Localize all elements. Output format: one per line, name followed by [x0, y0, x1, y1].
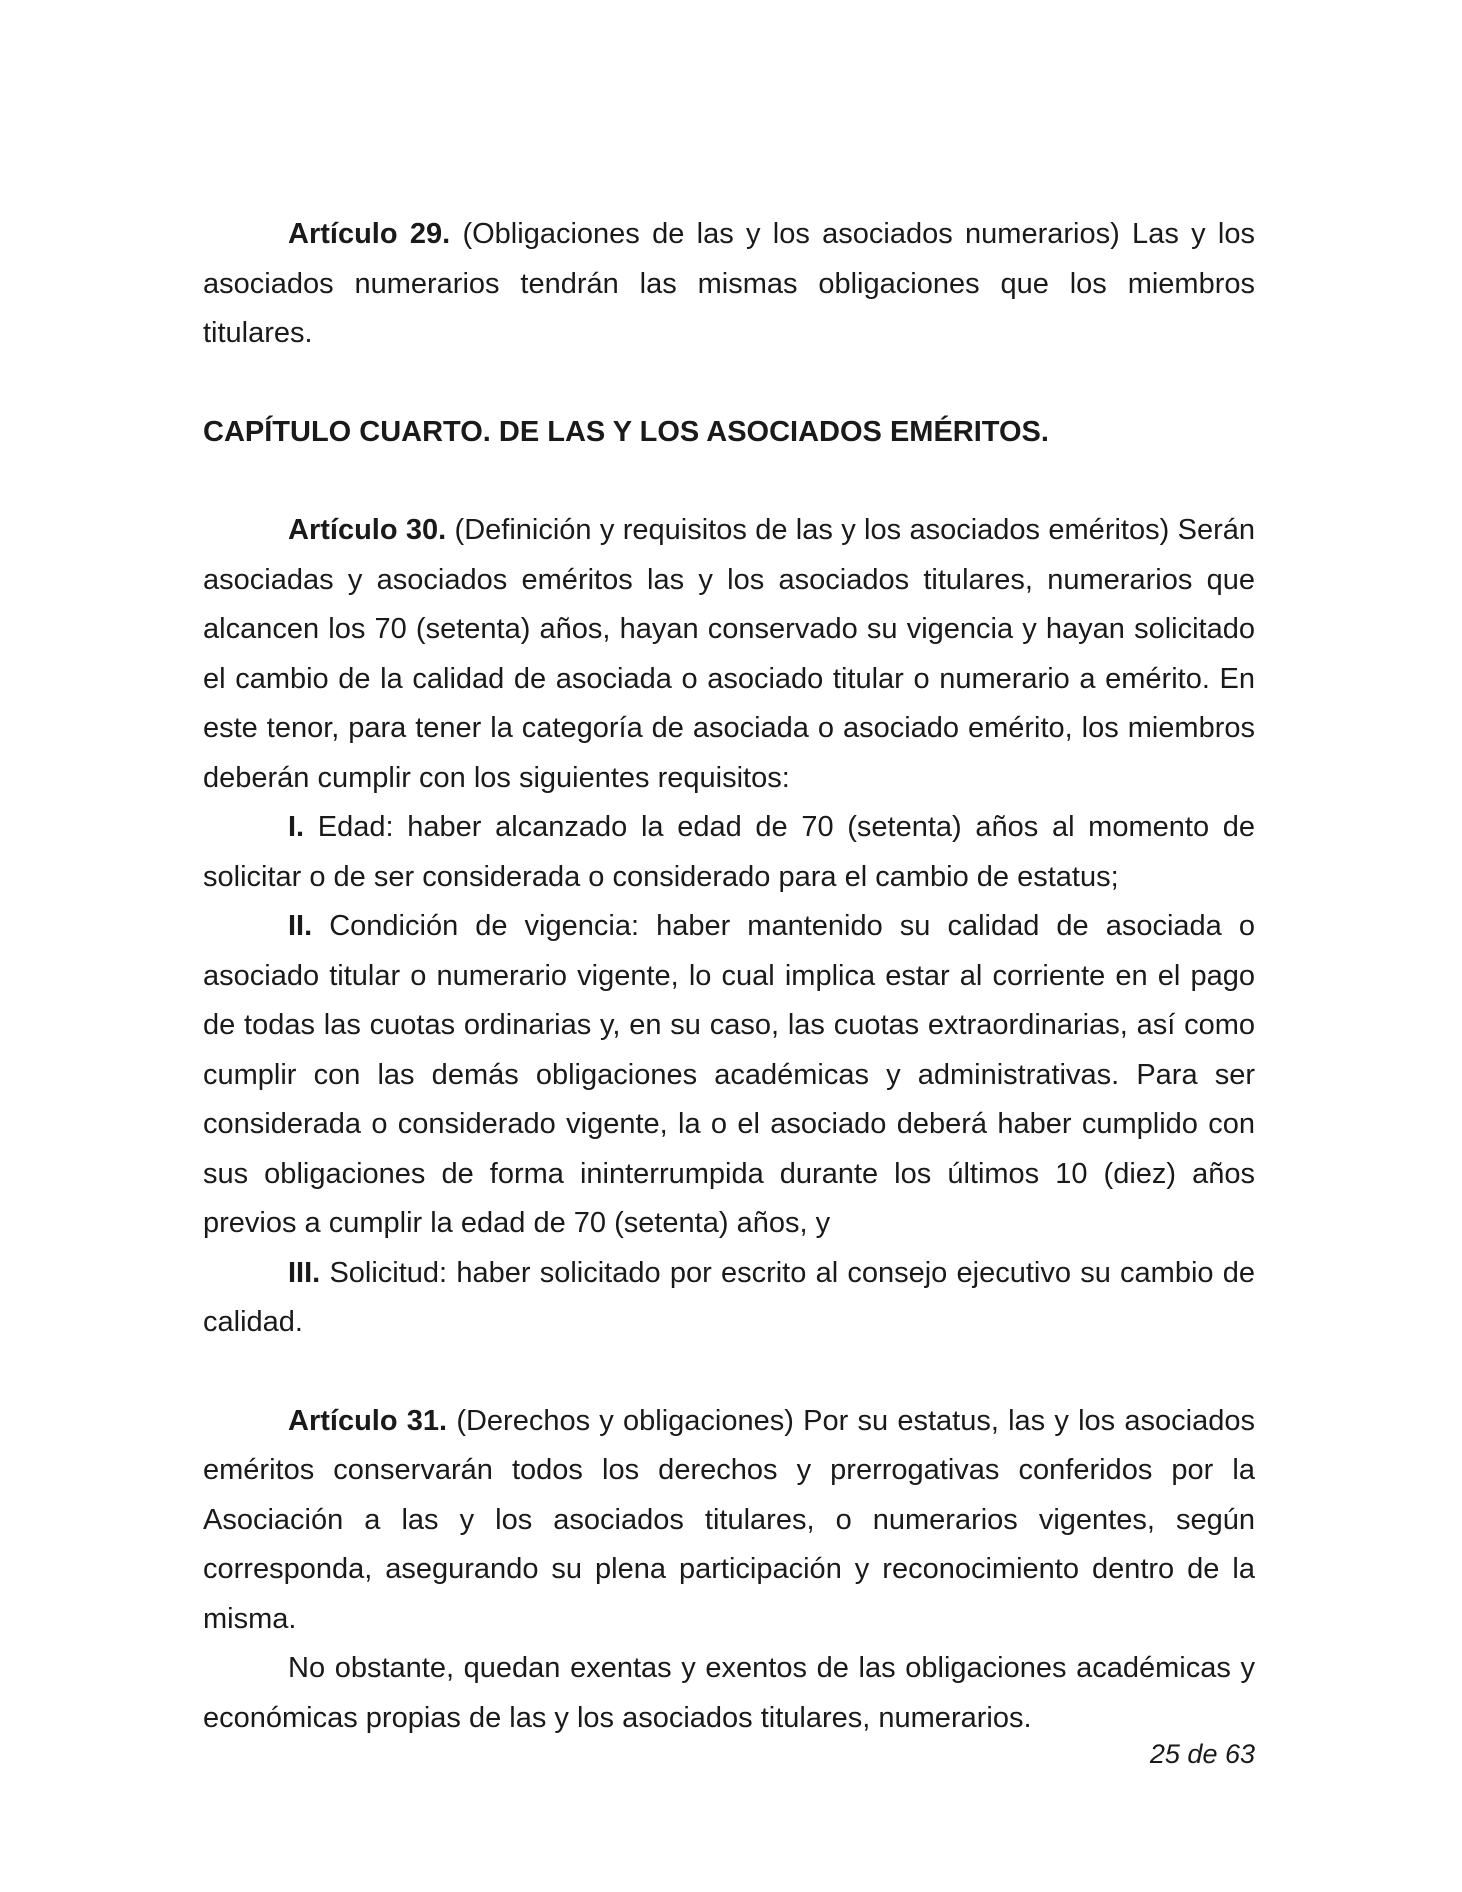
item-3-marker: III.: [288, 1256, 321, 1289]
chapter-title: CAPÍTULO CUARTO. DE LAS Y LOS ASOCIADOS EMÉRITOS.: [203, 415, 1049, 448]
article-30: [203, 506, 1255, 803]
article-31: [203, 1397, 1255, 1645]
article-29-text: (Obligaciones de las y los asociados numerarios) Las y los asociados numerarios tendrán las mismas obligaciones que los miembros titulares.: [203, 218, 1255, 349]
item-2-text: Condición de vigencia: haber mantenido su calidad de asociada o asociado titular o numerario vigente, lo cual implica estar al corriente en el pago de todas las cuotas ordinarias y, en su caso, las cuotas extraordinarias, así como cumplir con las demás obligaciones académicas y administrativas. Para ser considerada o considerado vigente, la o el asociado deberá haber cumplido con sus obligaciones de forma ininterrumpida durante los últimos 10 (diez) años previos a cumplir la edad de 70 (setenta) años, y: [203, 910, 1255, 1239]
item-1-text: Edad: haber alcanzado la edad de 70 (setenta) años al momento de solicitar o de ser considerada o considerado para el cambio de estatus;: [203, 811, 1255, 893]
article-29: [203, 210, 1255, 359]
article-30-item-3: [203, 1249, 1255, 1348]
item-1-marker: I.: [288, 811, 305, 843]
page-number: 25 de 63: [1149, 1739, 1255, 1769]
article-31-text: (Derechos y obligaciones) Por su estatus, las y los asociados eméritos conservarán todos los derechos y prerrogativas conferidos por la Asociación a las y los asociados titulares, o numerarios vigentes, según corresponda, asegurando su plena participación y reconocimiento dentro de la misma.: [203, 1404, 1255, 1635]
page-body: [203, 210, 1255, 1743]
article-31-paragraph-2: No obstante, quedan exentas y exentos de las obligaciones académicas y económicas propias de las y los asociados titulares, numerarios.: [203, 1652, 1255, 1734]
item-3-text: Solicitud: haber solicitado por escrito al consejo ejecutivo su cambio de calidad.: [203, 1256, 1255, 1338]
article-31-heading: Artículo 31.: [288, 1404, 448, 1437]
item-2-marker: II.: [288, 910, 313, 942]
article-30-item-1: [203, 803, 1255, 902]
article-30-text: (Definición y requisitos de las y los asociados eméritos) Serán asociadas y asociados eméritos las y los asociados titulares, numerarios que alcancen los 70 (setenta) años, hayan conservado su vigencia y hayan solicitado el cambio de la calidad de asociada o asociado titular o numerario a emérito. En este tenor, para tener la categoría de asociada o asociado emérito, los miembros deberán cumplir con los siguientes requisitos:: [203, 514, 1255, 794]
article-29-heading: Artículo 29.: [288, 218, 451, 250]
article-30-item-2: [203, 902, 1255, 1249]
article-30-heading: Artículo 30.: [288, 514, 447, 546]
